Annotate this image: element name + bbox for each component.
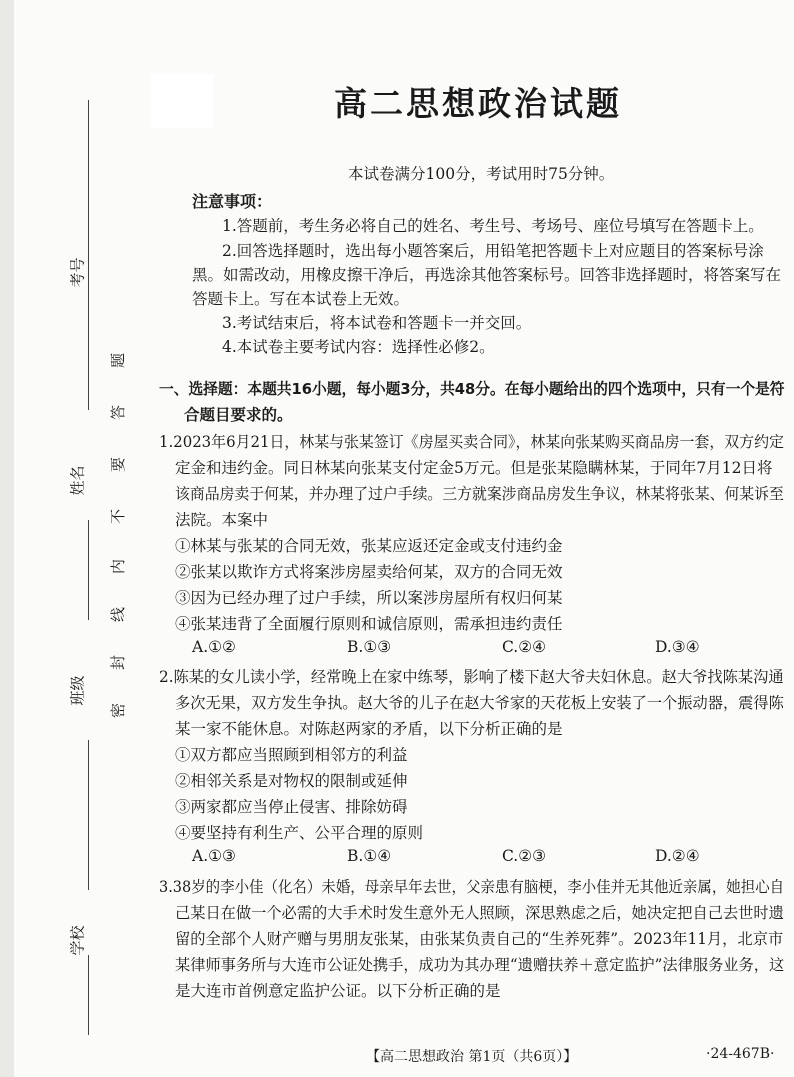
question-1-statement: ③因为已经办理了过户手续，所以案涉房屋所有权归何某 [175,589,563,607]
question-1-option-b[interactable]: B.①③ [347,638,392,656]
notes-line: 答题卡上。写在本试卷上无效。 [192,290,410,308]
blank-label-box [151,74,213,128]
question-2-statement: ②相邻关系是对物权的限制或延伸 [175,772,408,790]
notes-line: 1.答题前，考生务必将自己的姓名、考生号、考场号、座位号填写在答题卡上。 [222,217,764,235]
seal-char-5: 内 [109,558,128,575]
seal-char-2: 答 [109,404,128,421]
school-label: 学校 [68,925,87,956]
question-3-text: 留的全部个人财产赠与男朋友张某，由张某负责自己的“生养死葬”。2023年11月，北京市 [175,930,784,948]
notes-line: 4.本试卷主要考试内容：选择性必修2。 [222,338,495,356]
margin-rule-mid [88,520,89,620]
notes-line: 黑。如需改动，用橡皮擦干净后，再选涂其他答案标号。回答非选择题时，将答案写在 [192,266,782,284]
question-3-text: 己某日在做一个必需的大手术时发生意外无人照顾，深思熟虑之后，她决定把自己去世时遗 [175,904,784,922]
section-heading-cont: 合题目要求的。 [184,406,293,424]
question-2-option-d[interactable]: D.②④ [655,847,700,865]
seal-char-6: 线 [109,606,128,623]
page-edge [0,0,14,1077]
question-2-statement: ③两家都应当停止侵害、排除妨碍 [175,798,408,816]
question-1-statement: ②张某以欺诈方式将案涉房屋卖给何某，双方的合同无效 [175,563,563,581]
notes-heading: 注意事项： [192,192,273,211]
question-2-text: 某一家不能休息。对陈赵两家的矛盾，以下分析正确的是 [175,720,563,738]
margin-rule-low [88,740,89,890]
seal-char-8: 密 [109,702,128,719]
exam-no-label: 考号 [68,257,87,288]
question-3-text: 3.38岁的李小佳（化名）未婚，母亲早年去世，父亲患有脑梗，李小佳并无其他近亲属，她担心自 [159,878,785,896]
question-1-text: 该商品房卖于何某，并办理了过户手续。三方就案涉商品房发生争议，林某将张某、何某诉至 [175,485,784,503]
seal-char-4: 不 [109,508,128,525]
paper-code: ·24-467B· [706,1046,775,1062]
page-title: 高二思想政治试题 [334,84,622,123]
question-2-option-a[interactable]: A.①③ [192,847,236,865]
question-2-statement: ④要坚持有利生产、公平合理的原则 [175,824,424,842]
class-label: 班级 [68,675,87,706]
question-1-text: 定金和违约金。同日林某向张某支付定金5万元。但是张某隐瞒林某，于同年7月12日将 [175,459,773,477]
notes-line: 2.回答选择题时，选出每小题答案后，用铅笔把答题卡上对应题目的答案标号涂 [222,242,764,260]
question-2-statement: ①双方都应当照顾到相邻方的利益 [175,746,408,764]
question-2-text: 2.陈某的女儿读小学，经常晚上在家中练琴，影响了楼下赵大爷夫妇休息。赵大爷找陈某沟通 [159,668,784,686]
section-heading: 一、选择题：本题共16小题，每小题3分，共48分。在每小题给出的四个选项中，只有一个是符 [159,380,785,398]
notes-line: 3.考试结束后，将本试卷和答题卡一并交回。 [222,314,532,332]
seal-char-7: 封 [109,654,128,671]
question-1-statement: ④张某违背了全面履行原则和诚信原则，需承担违约责任 [175,615,563,633]
question-1-text: 法院。本案中 [175,511,269,529]
question-1-option-c[interactable]: C.②④ [502,638,547,656]
exam-info: 本试卷满分100分，考试用时75分钟。 [348,165,615,183]
margin-rule-bottom [88,955,89,1035]
question-2-option-c[interactable]: C.②③ [502,847,547,865]
seal-char-1: 题 [109,352,128,369]
name-label: 姓名 [68,465,87,496]
question-1-option-d[interactable]: D.③④ [655,638,700,656]
question-2-text: 多次无果，双方发生争执。赵大爷的儿子在赵大爷家的天花板上安装了一个振动器，震得陈 [175,694,784,712]
question-3-text: 某律师事务所与大连市公证处携手，成功为其办理“遗赠扶养＋意定监护”法律服务业务，这 [175,956,785,974]
seal-char-3: 要 [109,456,128,473]
question-1-text: 1.2023年6月21日，林某与张某签订《房屋买卖合同》，林某向张某购买商品房一套，双方约定 [159,433,784,451]
question-3-text: 是大连市首例意定监护公证。以下分析正确的是 [175,982,501,1000]
page-footer: 【高二思想政治 第1页（共6页）】 [366,1049,578,1065]
margin-rule-top [88,100,89,410]
question-1-option-a[interactable]: A.①② [192,638,236,656]
question-2-option-b[interactable]: B.①④ [347,847,392,865]
question-1-statement: ①林某与张某的合同无效，张某应返还定金或支付违约金 [175,537,563,555]
